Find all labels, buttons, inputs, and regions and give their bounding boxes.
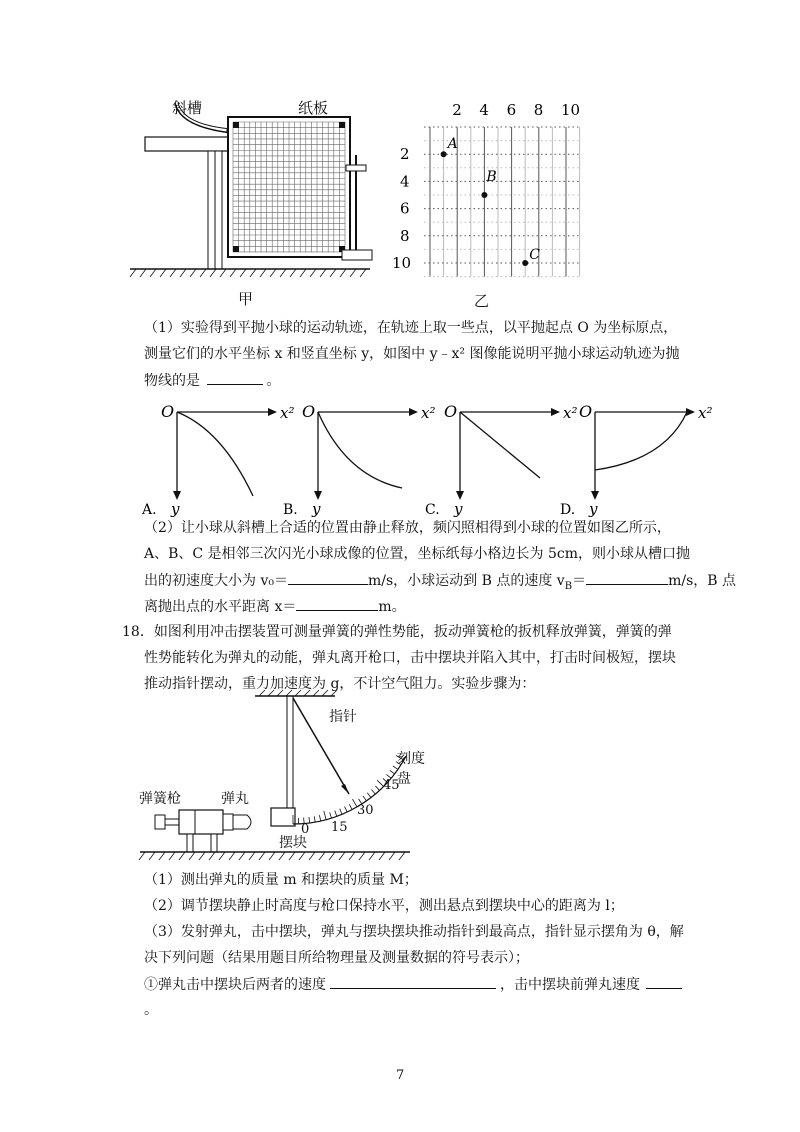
answer-blank-bullet-velocity[interactable] [646, 974, 682, 989]
trajectory-point-b [481, 192, 487, 198]
trajectory-point-c [522, 260, 528, 266]
x-tick-10: 10 [561, 101, 581, 119]
x-axis-arrow [686, 408, 695, 416]
q17-part2-line4 [144, 596, 406, 617]
x-axis-label: x² [280, 404, 295, 422]
y-tick-4: 4 [400, 172, 410, 191]
figure-jia-drawing [120, 95, 380, 305]
origin-label: O [444, 402, 458, 421]
answer-blank-q17-1[interactable] [207, 370, 263, 385]
option-c-graph [425, 402, 577, 518]
origin-label: O [161, 402, 175, 421]
origin-label: O [579, 402, 593, 421]
scale-45: 45 [383, 778, 400, 793]
v0-text: 出的初速度大小为 v₀＝ [144, 573, 288, 589]
answer-blank-vb[interactable] [586, 570, 668, 585]
caption-yi: 乙 [474, 292, 490, 310]
x-tick-8: 8 [533, 101, 544, 119]
x-tick-2: 2 [452, 101, 462, 119]
q18-step1: （1）测出弹丸的质量 m 和摆块的质量 M； [144, 872, 418, 888]
q17-part2-line2: A、B、C 是相邻三次闪光小球成像的位置，坐标纸每小格边长为 5cm，则小球从槽口抛 [144, 546, 691, 562]
vb-sub: B [564, 580, 573, 592]
option-graphs-svg [135, 398, 715, 518]
y-vs-x2-curve [318, 412, 402, 488]
q17-part2-line3 [144, 570, 736, 597]
label-bullet: 弹丸 [221, 791, 249, 807]
option-letter: A. [142, 502, 157, 518]
vb-text: m/s，小球运动到 B 点的速度 v [367, 573, 565, 589]
option-letter: C. [425, 502, 440, 518]
y-vs-x2-curve [177, 412, 253, 496]
y-vs-x2-curve [460, 412, 540, 478]
answer-blank-combined-velocity[interactable] [330, 974, 496, 989]
y-tick-10: 10 [392, 254, 412, 272]
x-tick-4: 4 [479, 101, 489, 119]
q18-subq1 [144, 974, 682, 995]
q18-step3-line2: 决下列问题（结果用题目所给物理量及测量数据的符号表示）； [144, 950, 529, 966]
figure-jia [120, 95, 380, 305]
q17-part1-text: 物线的是 [144, 373, 200, 389]
label-point-b: B [486, 169, 497, 185]
vb-unit: m/s，B 点 [668, 573, 736, 589]
q18-subq1-end: 。 [144, 1002, 158, 1018]
y-axis-arrow [314, 491, 322, 500]
option-letter: B. [283, 502, 298, 518]
trajectory-point-a [441, 151, 447, 157]
x-axis-label: x² [421, 404, 436, 422]
q17-part1-line3 [144, 370, 280, 391]
y-tick-2: 2 [400, 145, 410, 164]
x-unit: m。 [378, 599, 406, 615]
figure-yi-grid [388, 95, 588, 275]
label-pointer: 指针 [329, 709, 357, 725]
page-number: 7 [396, 1068, 405, 1083]
label-point-c: C [529, 247, 540, 263]
q18-step3-line1: （3）发射弹丸，击中摆块，弹丸与摆块摆块推动指针到最高点，指针显示摆角为 θ，解 [144, 924, 684, 940]
y-axis-label: y [171, 500, 180, 518]
answer-blank-x[interactable] [296, 596, 378, 611]
x-text: 离抛出点的水平距离 x＝ [144, 599, 297, 615]
caption-jia: 甲 [238, 290, 254, 308]
y-axis-label: y [454, 500, 463, 518]
q18-line1: 18．如图利用冲击摆装置可测量弹簧的弹性势能，扳动弹簧枪的扳机释放弹簧，弹簧的弹 [122, 624, 672, 640]
answer-blank-v0[interactable] [288, 570, 368, 585]
q17-part1-end: 。 [266, 373, 281, 389]
x-axis-arrow [551, 408, 560, 416]
q17-part1-line1: （1）实验得到平抛小球的运动轨迹，在轨迹上取一些点，以平抛起点 O 为坐标原点， [144, 320, 678, 336]
y-tick-8: 8 [400, 226, 410, 245]
option-a-graph [141, 402, 294, 518]
option-d-graph [560, 402, 712, 518]
label-paper-board: 纸板 [298, 99, 329, 117]
y-axis-arrow [456, 491, 464, 500]
label-spring-gun: 弹簧枪 [139, 791, 181, 807]
x-axis-arrow [268, 408, 277, 416]
option-letter: D. [560, 502, 576, 518]
origin-label: O [302, 402, 316, 421]
pendulum-figure [135, 688, 435, 863]
y-axis-label: y [589, 500, 598, 518]
scale-15: 15 [331, 820, 348, 835]
label-dial: 刻度盘 [397, 751, 425, 787]
x-axis-label: x² [698, 404, 713, 422]
scale-30: 30 [357, 803, 374, 818]
q18-step2: （2）调节摆块静止时高度与枪口保持水平，测出悬点到摆块中心的距离为 l； [144, 898, 624, 914]
x-tick-6: 6 [506, 101, 517, 119]
subq1-text: ①弹丸击中摆块后两者的速度 [144, 977, 326, 993]
option-graphs [135, 398, 715, 518]
y-axis-label: y [312, 500, 321, 518]
q17-part2-line1: （2）让小球从斜槽上合适的位置由静止释放，频闪照相得到小球的位置如图乙所示， [144, 520, 671, 536]
q17-part1-line2: 测量它们的水平坐标 x 和竖直坐标 y，如图中 y﹣x² 图像能说明平抛小球运动轨迹为抛 [144, 346, 680, 362]
x-axis-label: x² [563, 404, 578, 422]
option-b-graph [283, 402, 435, 518]
y-vs-x2-curve [595, 412, 687, 470]
q18-line2: 性势能转化为弹丸的动能，弹丸离开枪口，击中摆块并陷入其中，打击时间极短，摆块 [144, 650, 676, 666]
figure-yi [388, 95, 588, 275]
label-chute: 斜槽 [172, 99, 203, 117]
subq1-text-b: ，击中摆块前弹丸速度 [500, 977, 640, 993]
x-axis-arrow [409, 408, 418, 416]
y-axis-arrow [591, 491, 599, 500]
q18-line3: 推动指针摆动，重力加速度为 g，不计空气阻力。实验步骤为： [144, 676, 536, 692]
y-tick-6: 6 [400, 199, 410, 218]
y-axis-arrow [173, 491, 181, 500]
vb-eq: ＝ [572, 573, 587, 589]
label-point-a: A [447, 136, 458, 153]
label-block: 摆块 [279, 835, 307, 851]
scale-0: 0 [301, 822, 310, 837]
